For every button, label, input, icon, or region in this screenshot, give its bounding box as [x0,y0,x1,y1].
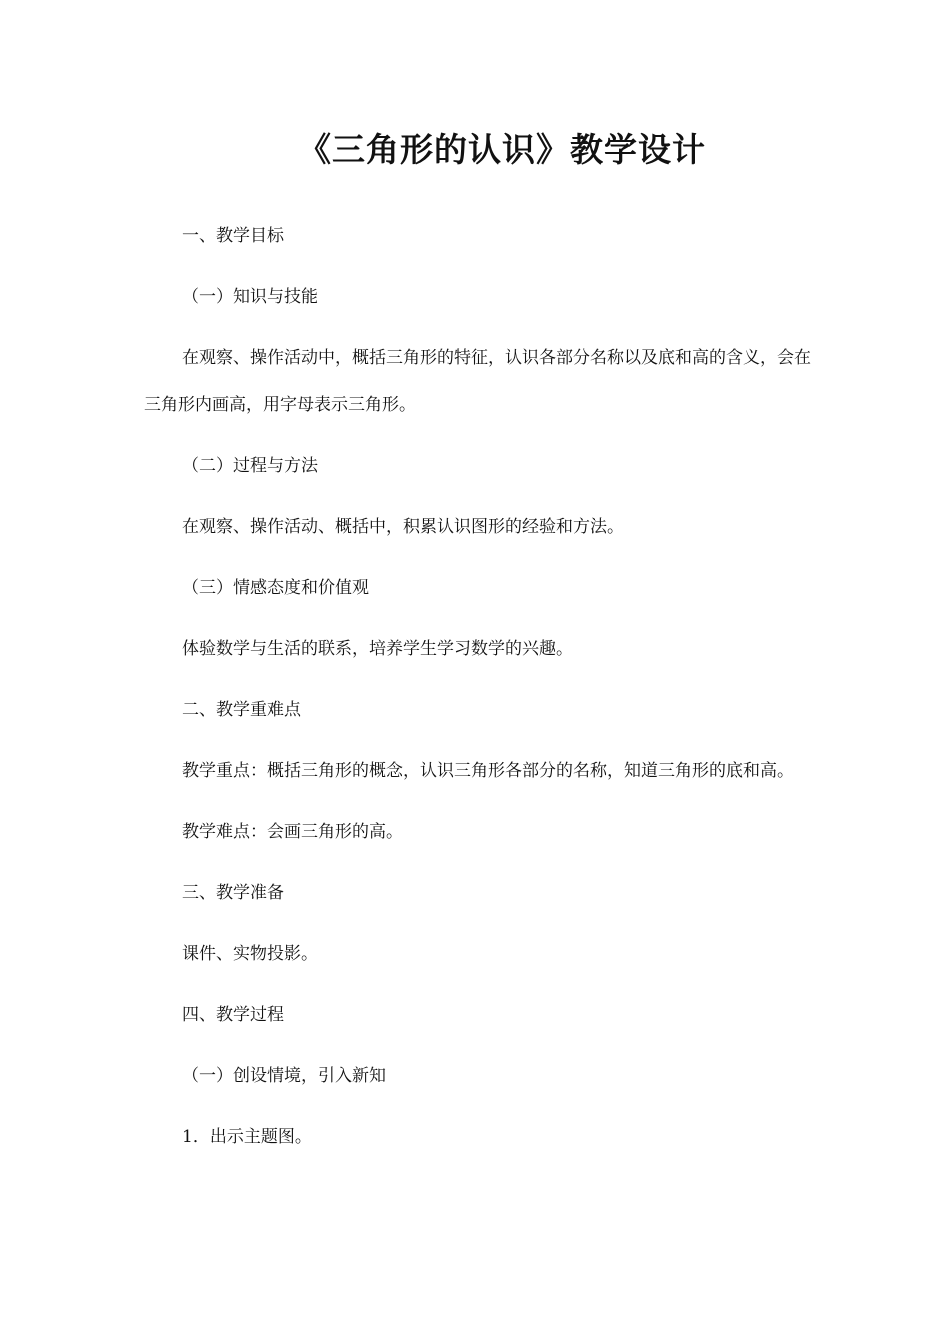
paragraph-difficult-point: 教学难点：会画三角形的高。 [182,822,403,842]
paragraph-key-point: 教学重点：概括三角形的概念，认识三角形各部分的名称，知道三角形的底和高。 [182,761,794,781]
paragraph-process-method: 在观察、操作活动、概括中，积累认识图形的经验和方法。 [182,517,624,537]
heading-preparation: 三、教学准备 [182,883,284,903]
paragraph-attitude-values: 体验数学与生活的联系，培养学生学习数学的兴趣。 [182,639,573,659]
subheading-create-situation: （一）创设情境，引入新知 [182,1066,386,1086]
subheading-knowledge-skills: （一）知识与技能 [182,287,318,307]
subheading-attitude-values: （三）情感态度和价值观 [182,578,369,598]
document-title: 《三角形的认识》教学设计 [298,130,706,169]
heading-objectives: 一、教学目标 [182,226,284,246]
heading-teaching-process: 四、教学过程 [182,1005,284,1025]
subheading-process-method: （二）过程与方法 [182,456,318,476]
paragraph-preparation: 课件、实物投影。 [182,944,318,964]
paragraph-step-1: 1．出示主题图。 [182,1127,312,1147]
heading-key-difficult-points: 二、教学重难点 [182,700,301,720]
paragraph-knowledge-skills: 在观察、操作活动中，概括三角形的特征，认识各部分名称以及底和高的含义，会在三角形内画高，用字母表示三角形。 [144,348,811,415]
document-body [144,224,814,1149]
